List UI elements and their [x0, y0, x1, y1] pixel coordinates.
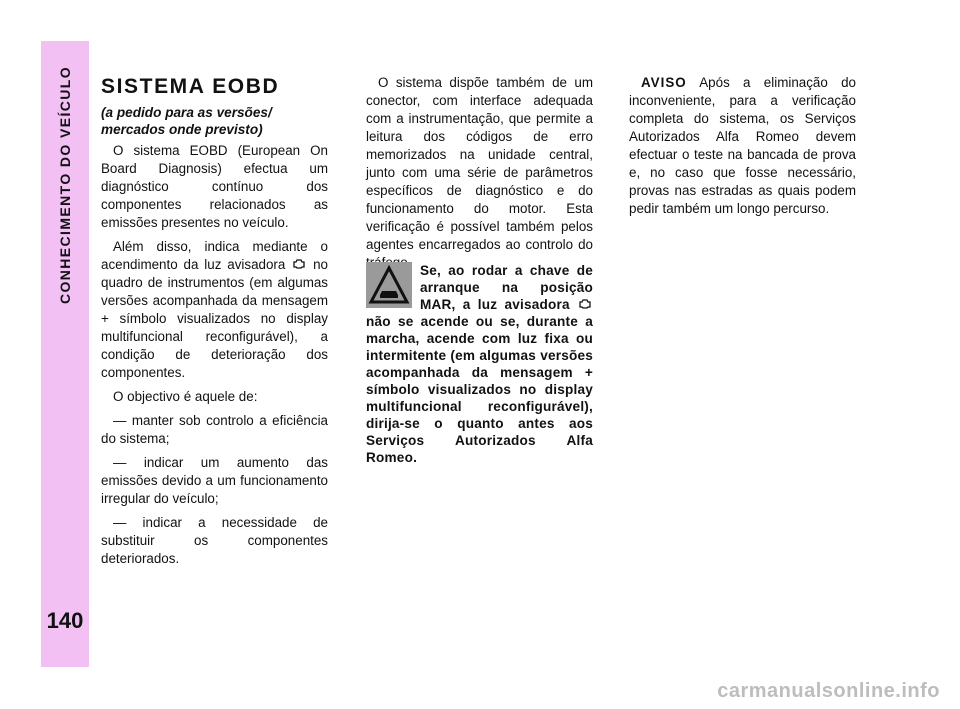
paragraph: — indicar um aumento das emissões devido a um funcionamento irregular do veículo;: [101, 455, 328, 506]
warning-triangle-icon: [366, 262, 412, 308]
paragraph: AVISO Após a eliminação do inconveniente, para a verificação completa do sistema, os Serviços Autorizados Alfa Romeo devem efectuar o teste na bancada de prova e, no caso que fosse necessário, provas nas estradas as quais podem pedir também um longo percurso.: [629, 75, 856, 216]
paragraph: O sistema EOBD (European On Board Diagnosis) efectua um diagnóstico contínuo dos componentes relacionados as emissões presentes no veículo.: [101, 143, 328, 230]
column-1: [101, 74, 328, 574]
paragraph: O objectivo é aquele de:: [113, 389, 258, 404]
warning-note: Se, ao rodar a chave de arranque na posição MAR, a luz avisadora não se acende ou se, durante a marcha, acende com luz fixa ou intermitente (em algumas versões acompanhada da mensagem + símbolo visualizados no display multifuncional reconfigurável), dirija-se o quanto antes aos Serviços Autorizados Alfa Romeo.: [366, 263, 593, 465]
column-2: [366, 74, 593, 278]
page-number: 140: [46, 608, 84, 633]
page-title: SISTEMA EOBD: [101, 75, 280, 98]
column-3: [629, 74, 856, 224]
paragraph: — indicar a necessidade de substituir os componentes deteriorados.: [101, 515, 328, 566]
engine-warning-icon: [293, 258, 305, 270]
aviso-label: AVISO: [641, 75, 687, 90]
section-title-text: CONHECIMENTO DO VEÍCULO: [57, 65, 73, 305]
paragraph: — manter sob controlo a eficiência do sistema;: [101, 413, 328, 446]
paragraph: Além disso, indica mediante o acendimento da luz avisadora no quadro de instrumentos (em algumas versões acompanhada da mensagem + símbolo visualizados no display multifuncional reconfigurável), a condição de deterioração dos componentes.: [101, 239, 328, 380]
paragraph: O sistema dispõe também de um conector, com interface adequada com a instrumentação, que permite a leitura dos códigos de erro memorizados na unidade central, junto com uma série de parâmetros específicos de diagnóstico e do funcionamento do motor. Esta verificação é possível também pelos agentes encarregados ao controlo do: [366, 75, 593, 252]
engine-warning-icon: [579, 298, 591, 310]
page-subtitle: (a pedido para as versões/ mercados onde previsto): [101, 105, 272, 137]
watermark: carmanualsonline.info: [717, 680, 940, 702]
section-title: [40, 40, 90, 330]
